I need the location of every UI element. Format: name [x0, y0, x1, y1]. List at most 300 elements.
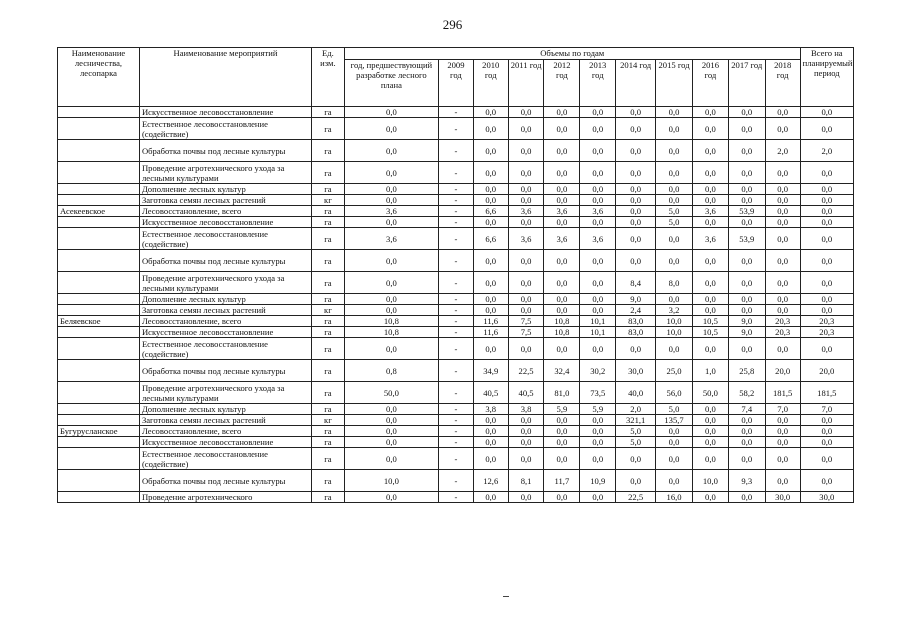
- year-value-cell: 0,0: [344, 492, 438, 503]
- year-value-cell: 0,0: [616, 470, 656, 492]
- year-value-cell: 0,0: [765, 195, 800, 206]
- total-value-cell: 30,0: [800, 492, 853, 503]
- year-value-cell: 0,0: [692, 426, 728, 437]
- table-row: [58, 272, 854, 294]
- unit-cell: га: [312, 437, 345, 448]
- year-value-cell: 0,0: [344, 415, 438, 426]
- table-row: [58, 294, 854, 305]
- table-row: [58, 426, 854, 437]
- total-value-cell: 0,0: [800, 217, 853, 228]
- activity-name-cell: Обработка почвы под лесные культуры: [139, 470, 311, 492]
- forestry-name-cell: [58, 470, 140, 492]
- year-value-cell: 0,0: [344, 184, 438, 195]
- year-value-cell: 9,0: [616, 294, 656, 305]
- table-row: [58, 492, 854, 503]
- year-value-cell: 7,5: [508, 327, 544, 338]
- forestry-name-cell: [58, 107, 140, 118]
- year-value-cell: 0,0: [728, 338, 765, 360]
- year-value-cell: 0,0: [692, 437, 728, 448]
- year-value-cell: 20,0: [765, 360, 800, 382]
- year-value-cell: 0,0: [728, 305, 765, 316]
- year-value-cell: 83,0: [616, 327, 656, 338]
- year-value-cell: 0,0: [508, 415, 544, 426]
- year-value-cell: 7,4: [728, 404, 765, 415]
- year-value-cell: 0,0: [616, 184, 656, 195]
- unit-cell: га: [312, 184, 345, 195]
- total-value-cell: 0,0: [800, 448, 853, 470]
- table-row: [58, 448, 854, 470]
- year-value-cell: 0,0: [616, 228, 656, 250]
- activity-name-cell: Дополнение лесных культур: [139, 294, 311, 305]
- page-mark: [503, 596, 509, 597]
- table-row: [58, 184, 854, 195]
- table-body: [58, 107, 854, 503]
- year-value-cell: 25,0: [656, 360, 693, 382]
- header-year: 2015 год: [656, 60, 693, 107]
- year-value-cell: 0,0: [508, 250, 544, 272]
- year-value-cell: 0,0: [616, 206, 656, 217]
- year-value-cell: 3,6: [344, 228, 438, 250]
- table-row: [58, 107, 854, 118]
- year-value-cell: 3,2: [656, 305, 693, 316]
- table-row: [58, 327, 854, 338]
- year-value-cell: 10,0: [656, 316, 693, 327]
- forestry-name-cell: [58, 118, 140, 140]
- table-row: [58, 305, 854, 316]
- year-value-cell: 0,0: [765, 250, 800, 272]
- year-value-cell: 0,0: [508, 294, 544, 305]
- table-row: [58, 470, 854, 492]
- year-value-cell: 0,0: [544, 338, 580, 360]
- unit-cell: га: [312, 217, 345, 228]
- year-value-cell: 0,0: [344, 118, 438, 140]
- table-row: [58, 118, 854, 140]
- year-value-cell: 3,6: [508, 228, 544, 250]
- unit-cell: га: [312, 404, 345, 415]
- year-value-cell: 0,0: [544, 272, 580, 294]
- forestry-name-cell: [58, 327, 140, 338]
- unit-cell: га: [312, 272, 345, 294]
- table-row: [58, 250, 854, 272]
- year-value-cell: 3,6: [580, 206, 616, 217]
- year-value-cell: -: [439, 316, 474, 327]
- activity-name-cell: Заготовка семян лесных растений: [139, 415, 311, 426]
- year-value-cell: 0,0: [728, 294, 765, 305]
- year-value-cell: 0,0: [580, 217, 616, 228]
- total-value-cell: 0,0: [800, 437, 853, 448]
- year-value-cell: -: [439, 195, 474, 206]
- year-value-cell: 10,8: [344, 316, 438, 327]
- table-row: [58, 162, 854, 184]
- year-value-cell: 0,0: [544, 305, 580, 316]
- year-value-cell: -: [439, 426, 474, 437]
- unit-cell: га: [312, 316, 345, 327]
- year-value-cell: 10,8: [544, 327, 580, 338]
- forestry-name-cell: [58, 228, 140, 250]
- unit-cell: га: [312, 360, 345, 382]
- year-value-cell: 0,0: [580, 162, 616, 184]
- year-value-cell: 0,0: [616, 195, 656, 206]
- year-value-cell: 0,0: [580, 195, 616, 206]
- year-value-cell: 10,5: [692, 316, 728, 327]
- year-value-cell: 5,9: [544, 404, 580, 415]
- year-value-cell: 0,0: [344, 272, 438, 294]
- year-value-cell: 0,0: [728, 217, 765, 228]
- year-value-cell: 181,5: [765, 382, 800, 404]
- year-value-cell: 83,0: [616, 316, 656, 327]
- year-value-cell: 3,6: [544, 228, 580, 250]
- year-value-cell: 0,0: [616, 217, 656, 228]
- forestry-name-cell: [58, 305, 140, 316]
- forestry-name-cell: [58, 492, 140, 503]
- forestry-name-cell: [58, 162, 140, 184]
- year-value-cell: 0,0: [508, 195, 544, 206]
- year-value-cell: 8,4: [616, 272, 656, 294]
- year-value-cell: 11,6: [473, 316, 508, 327]
- activity-name-cell: Заготовка семян лесных растений: [139, 305, 311, 316]
- header-year: 2018 год: [765, 60, 800, 107]
- year-value-cell: 0,0: [728, 118, 765, 140]
- year-value-cell: 0,0: [508, 448, 544, 470]
- year-value-cell: 0,0: [616, 448, 656, 470]
- year-value-cell: 0,0: [656, 195, 693, 206]
- year-value-cell: 50,0: [692, 382, 728, 404]
- year-value-cell: 0,0: [544, 118, 580, 140]
- table-header: [58, 48, 854, 107]
- year-value-cell: 0,0: [656, 294, 693, 305]
- year-value-cell: 0,0: [344, 195, 438, 206]
- year-value-cell: 5,0: [656, 404, 693, 415]
- unit-cell: га: [312, 382, 345, 404]
- year-value-cell: 0,0: [473, 184, 508, 195]
- forestry-name-cell: [58, 250, 140, 272]
- reforestation-volume-table: [57, 47, 854, 503]
- year-value-cell: 0,0: [692, 250, 728, 272]
- year-value-cell: 0,0: [544, 140, 580, 162]
- forestry-name-cell: Асекеевское: [58, 206, 140, 217]
- year-value-cell: 0,0: [473, 140, 508, 162]
- year-value-cell: 0,0: [728, 250, 765, 272]
- year-value-cell: 0,0: [473, 217, 508, 228]
- year-value-cell: 0,0: [616, 162, 656, 184]
- total-value-cell: 0,0: [800, 470, 853, 492]
- year-value-cell: 0,0: [580, 448, 616, 470]
- year-value-cell: 0,0: [508, 305, 544, 316]
- year-value-cell: 0,0: [473, 492, 508, 503]
- year-value-cell: 0,0: [616, 107, 656, 118]
- year-value-cell: 0,0: [765, 448, 800, 470]
- year-value-cell: 0,0: [508, 272, 544, 294]
- year-value-cell: -: [439, 382, 474, 404]
- year-value-cell: -: [439, 162, 474, 184]
- year-value-cell: 10,1: [580, 316, 616, 327]
- year-value-cell: 0,0: [344, 338, 438, 360]
- year-value-cell: 10,8: [544, 316, 580, 327]
- year-value-cell: -: [439, 305, 474, 316]
- year-value-cell: 0,0: [692, 338, 728, 360]
- year-value-cell: 0,0: [508, 426, 544, 437]
- year-value-cell: 0,0: [656, 426, 693, 437]
- year-value-cell: 0,0: [344, 107, 438, 118]
- year-value-cell: 0,0: [728, 184, 765, 195]
- year-value-cell: 0,0: [344, 448, 438, 470]
- year-value-cell: 10,0: [656, 327, 693, 338]
- year-value-cell: -: [439, 184, 474, 195]
- year-value-cell: -: [439, 360, 474, 382]
- total-value-cell: 0,0: [800, 294, 853, 305]
- year-value-cell: 10,5: [692, 327, 728, 338]
- year-value-cell: 0,0: [473, 118, 508, 140]
- total-value-cell: 0,0: [800, 195, 853, 206]
- year-value-cell: -: [439, 404, 474, 415]
- table-row: [58, 206, 854, 217]
- year-value-cell: 9,3: [728, 470, 765, 492]
- year-value-cell: 5,0: [616, 437, 656, 448]
- year-value-cell: 0,0: [656, 118, 693, 140]
- year-value-cell: 135,7: [656, 415, 693, 426]
- year-value-cell: 0,0: [692, 294, 728, 305]
- year-value-cell: -: [439, 338, 474, 360]
- header-activity: Наименование мероприятий: [139, 48, 311, 107]
- year-value-cell: -: [439, 140, 474, 162]
- year-value-cell: 0,0: [473, 162, 508, 184]
- unit-cell: га: [312, 338, 345, 360]
- year-value-cell: 0,0: [656, 228, 693, 250]
- total-value-cell: 7,0: [800, 404, 853, 415]
- year-value-cell: 3,6: [344, 206, 438, 217]
- year-value-cell: 6,6: [473, 206, 508, 217]
- year-value-cell: 0,0: [692, 140, 728, 162]
- forestry-name-cell: [58, 448, 140, 470]
- year-value-cell: -: [439, 327, 474, 338]
- unit-cell: га: [312, 107, 345, 118]
- unit-cell: га: [312, 426, 345, 437]
- year-value-cell: 0,0: [544, 294, 580, 305]
- year-value-cell: 22,5: [508, 360, 544, 382]
- total-value-cell: 0,0: [800, 206, 853, 217]
- unit-cell: га: [312, 448, 345, 470]
- forestry-name-cell: [58, 360, 140, 382]
- year-value-cell: 0,0: [473, 107, 508, 118]
- year-value-cell: 0,0: [473, 250, 508, 272]
- total-value-cell: 0,0: [800, 338, 853, 360]
- year-value-cell: 0,0: [765, 118, 800, 140]
- year-value-cell: 0,0: [580, 437, 616, 448]
- year-value-cell: 0,0: [616, 118, 656, 140]
- year-value-cell: 25,8: [728, 360, 765, 382]
- activity-name-cell: Искусственное лесовосстановление: [139, 217, 311, 228]
- year-value-cell: 3,8: [473, 404, 508, 415]
- year-value-cell: 0,0: [656, 107, 693, 118]
- forestry-name-cell: [58, 382, 140, 404]
- year-value-cell: 0,0: [544, 107, 580, 118]
- year-value-cell: 50,0: [344, 382, 438, 404]
- year-value-cell: 0,0: [728, 415, 765, 426]
- year-value-cell: 34,9: [473, 360, 508, 382]
- year-value-cell: 0,0: [508, 217, 544, 228]
- unit-cell: га: [312, 228, 345, 250]
- activity-name-cell: Обработка почвы под лесные культуры: [139, 360, 311, 382]
- year-value-cell: 0,0: [508, 140, 544, 162]
- header-forestry: Наименование лесничества, лесопарка: [58, 48, 140, 107]
- total-value-cell: 0,0: [800, 305, 853, 316]
- activity-name-cell: Естественное лесовосстановление (содействие): [139, 448, 311, 470]
- year-value-cell: -: [439, 470, 474, 492]
- year-value-cell: -: [439, 415, 474, 426]
- total-value-cell: 20,0: [800, 360, 853, 382]
- year-value-cell: -: [439, 107, 474, 118]
- year-value-cell: 3,8: [508, 404, 544, 415]
- year-value-cell: 0,0: [692, 184, 728, 195]
- activity-name-cell: Дополнение лесных культур: [139, 184, 311, 195]
- year-value-cell: 5,0: [616, 426, 656, 437]
- year-value-cell: 0,0: [728, 195, 765, 206]
- activity-name-cell: Дополнение лесных культур: [139, 404, 311, 415]
- year-value-cell: 0,0: [544, 492, 580, 503]
- forestry-name-cell: [58, 437, 140, 448]
- unit-cell: га: [312, 206, 345, 217]
- year-value-cell: 0,0: [728, 107, 765, 118]
- year-value-cell: 0,0: [765, 107, 800, 118]
- year-value-cell: 0,0: [473, 415, 508, 426]
- year-value-cell: 0,0: [728, 272, 765, 294]
- total-value-cell: 0,0: [800, 118, 853, 140]
- year-value-cell: 0,0: [765, 184, 800, 195]
- year-value-cell: 0,0: [580, 415, 616, 426]
- year-value-cell: 0,0: [765, 426, 800, 437]
- year-value-cell: 0,0: [344, 404, 438, 415]
- table-row: [58, 217, 854, 228]
- year-value-cell: 0,0: [692, 305, 728, 316]
- activity-name-cell: Обработка почвы под лесные культуры: [139, 250, 311, 272]
- year-value-cell: 0,8: [344, 360, 438, 382]
- year-value-cell: 0,0: [692, 217, 728, 228]
- year-value-cell: 0,0: [616, 338, 656, 360]
- forestry-name-cell: [58, 415, 140, 426]
- year-value-cell: 0,0: [616, 250, 656, 272]
- unit-cell: га: [312, 162, 345, 184]
- year-value-cell: 0,0: [508, 492, 544, 503]
- table-row: [58, 382, 854, 404]
- year-value-cell: 73,5: [580, 382, 616, 404]
- year-value-cell: 0,0: [344, 250, 438, 272]
- year-value-cell: 0,0: [765, 228, 800, 250]
- year-value-cell: 58,2: [728, 382, 765, 404]
- year-value-cell: 5,0: [656, 217, 693, 228]
- year-value-cell: 0,0: [656, 250, 693, 272]
- year-value-cell: 0,0: [692, 162, 728, 184]
- activity-name-cell: Лесовосстановление, всего: [139, 426, 311, 437]
- year-value-cell: 53,9: [728, 228, 765, 250]
- year-value-cell: 0,0: [692, 195, 728, 206]
- activity-name-cell: Проведение агротехнического: [139, 492, 311, 503]
- year-value-cell: -: [439, 294, 474, 305]
- forestry-name-cell: Беляевское: [58, 316, 140, 327]
- activity-name-cell: Проведение агротехнического ухода за лесными культурами: [139, 162, 311, 184]
- activity-name-cell: Искусственное лесовосстановление: [139, 437, 311, 448]
- year-value-cell: 0,0: [692, 404, 728, 415]
- year-value-cell: 0,0: [544, 448, 580, 470]
- unit-cell: га: [312, 294, 345, 305]
- unit-cell: га: [312, 140, 345, 162]
- total-value-cell: 0,0: [800, 272, 853, 294]
- year-value-cell: 22,5: [616, 492, 656, 503]
- unit-cell: га: [312, 470, 345, 492]
- year-value-cell: 0,0: [344, 294, 438, 305]
- total-value-cell: 0,0: [800, 162, 853, 184]
- forestry-name-cell: [58, 404, 140, 415]
- year-value-cell: -: [439, 217, 474, 228]
- forestry-name-cell: [58, 272, 140, 294]
- year-value-cell: -: [439, 492, 474, 503]
- year-value-cell: 0,0: [344, 437, 438, 448]
- year-value-cell: 0,0: [765, 415, 800, 426]
- activity-name-cell: Естественное лесовосстановление (содействие): [139, 338, 311, 360]
- forestry-name-cell: [58, 195, 140, 206]
- year-value-cell: 0,0: [580, 250, 616, 272]
- total-value-cell: 0,0: [800, 426, 853, 437]
- year-value-cell: 9,0: [728, 316, 765, 327]
- year-value-cell: 0,0: [580, 107, 616, 118]
- year-value-cell: 10,1: [580, 327, 616, 338]
- total-value-cell: 0,0: [800, 415, 853, 426]
- forestry-name-cell: [58, 140, 140, 162]
- unit-cell: га: [312, 327, 345, 338]
- header-year: 2012 год: [544, 60, 580, 107]
- total-value-cell: 2,0: [800, 140, 853, 162]
- activity-name-cell: Заготовка семян лесных растений: [139, 195, 311, 206]
- year-value-cell: 5,9: [580, 404, 616, 415]
- year-value-cell: 3,6: [508, 206, 544, 217]
- year-value-cell: 56,0: [656, 382, 693, 404]
- total-value-cell: 20,3: [800, 327, 853, 338]
- year-value-cell: 0,0: [656, 184, 693, 195]
- header-year-previous: год, предшествующий разработке лесного плана: [344, 60, 438, 107]
- year-value-cell: 0,0: [728, 140, 765, 162]
- year-value-cell: 0,0: [580, 140, 616, 162]
- year-value-cell: 0,0: [473, 426, 508, 437]
- total-value-cell: 0,0: [800, 184, 853, 195]
- year-value-cell: 0,0: [765, 206, 800, 217]
- year-value-cell: 0,0: [544, 250, 580, 272]
- year-value-cell: 12,6: [473, 470, 508, 492]
- year-value-cell: 10,9: [580, 470, 616, 492]
- year-value-cell: 0,0: [580, 294, 616, 305]
- header-year: 2016 год: [692, 60, 728, 107]
- year-value-cell: 0,0: [473, 338, 508, 360]
- year-value-cell: 0,0: [473, 305, 508, 316]
- year-value-cell: 0,0: [765, 305, 800, 316]
- year-value-cell: 0,0: [580, 272, 616, 294]
- year-value-cell: 0,0: [473, 195, 508, 206]
- year-value-cell: 11,6: [473, 327, 508, 338]
- year-value-cell: -: [439, 118, 474, 140]
- year-value-cell: 2,0: [765, 140, 800, 162]
- forestry-name-cell: [58, 184, 140, 195]
- year-value-cell: 0,0: [692, 107, 728, 118]
- year-value-cell: 321,1: [616, 415, 656, 426]
- unit-cell: кг: [312, 195, 345, 206]
- year-value-cell: 0,0: [544, 195, 580, 206]
- year-value-cell: 30,0: [765, 492, 800, 503]
- activity-name-cell: Обработка почвы под лесные культуры: [139, 140, 311, 162]
- year-value-cell: 0,0: [616, 140, 656, 162]
- year-value-cell: 3,6: [692, 206, 728, 217]
- total-value-cell: 20,3: [800, 316, 853, 327]
- year-value-cell: 0,0: [508, 437, 544, 448]
- year-value-cell: 0,0: [544, 184, 580, 195]
- year-value-cell: 0,0: [580, 305, 616, 316]
